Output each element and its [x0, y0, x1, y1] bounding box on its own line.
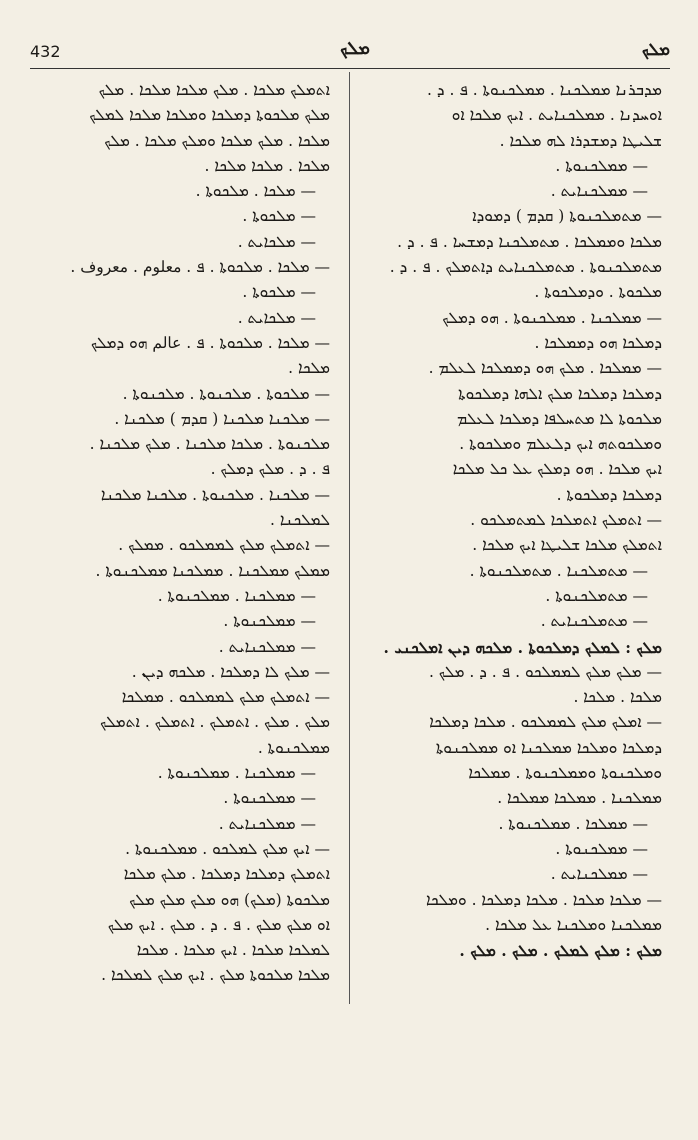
entry-line: — ܐܝܟ ܡܠܟ ܠܡܠܟܘ . ܡܡܠܟܢܘܬܐ .: [125, 839, 330, 858]
entry-line: ܡܠܟ : ܡܠܟ ܠܡܠܟ . ܡܠܟ . ܡܠܟ .: [459, 941, 662, 961]
entry-line: — ܡܠܟܢܐ ܡܠܟܢܐ ( ܩܕܡ ) ܡܠܟܢܐ .: [114, 409, 330, 428]
entry-line: ܕܡܠܟܐ ܕܡܠܟܐ ܡܠܟ ܐܠܗܐ ܕܡܠܟܘܬܐ: [458, 384, 662, 403]
entry-line: ܠܡܠܟܐ ܡܠܟܐ . ܐܝܟ ܡܠܟܐ . ܡܠܟܐ: [136, 941, 330, 960]
entry-line: — ܐܬܡܠܟ ܡܠܟ ܠܡܡܠܟܘ . ܡܡܠܟ .: [118, 536, 330, 555]
entry-line: ܐܬܡܠܟ ܡܠܟܐ ܫܠܝܛܐ ܐܝܟ ܡܠܟܐ .: [472, 536, 662, 555]
entry-line: ܐܝܟ ܡܠܟܐ . ܗܘ ܕܡܠܟ ܥܠ ܟܠ ܡܠܟܐ: [452, 460, 662, 479]
entry-line: — ܡܡܠܟܢܐܝܬ .: [218, 814, 316, 833]
entry-line: — ܡܠܟܐܝܬ .: [237, 308, 316, 327]
entry-line: — ܡܡܠܟܢܐܝܬ .: [550, 182, 648, 201]
entry-line: ܡܠܟܢܘܬܐ . ܡܠܟܐ ܡܠܟܢܐ . ܡܠܟ ܡܠܟܢܐ .: [89, 435, 330, 454]
entry-line: ܕܡܠܟܐ ܘܡܠܟܐ ܡܡܠܟܢܐ ܐܘ ܡܡܠܟܢܘܬܐ: [435, 738, 662, 757]
entry-line: ܡܠܟܐ .: [288, 359, 330, 378]
page-header: [30, 38, 670, 68]
entry-line: — ܡܬܡܠܟܢܐܝܬ .: [540, 612, 648, 631]
entry-line: ܡܡܠܟܢܐ . ܡܡܠܟܐ ܡܡܠܟܐ .: [497, 789, 662, 808]
entry-line: — ܡܠܟܐ . ܡܠܟܘܬܐ .: [195, 182, 316, 201]
entry-line: ܫܠܝܛܐ ܕܡܫܕܪܐ ܠܗ ܡܠܟܐ .: [499, 131, 662, 150]
header-rule: [30, 68, 670, 69]
entry-line: — ܡܡܠܟܢܐ . ܡܡܠܟܢܘܬܐ . ܗܘ ܕܡܠܟ: [442, 308, 662, 327]
entry-line: — ܡܠܟܘܬܐ .: [242, 283, 316, 302]
entry-line: — ܡܠܟܐ . ܡܠܟܘܬܐ . ܦ . عالم ܗܘ ܕܡܠܟ: [90, 333, 330, 352]
left-column: [30, 78, 330, 989]
running-head-center: ܡܠܟ: [340, 38, 370, 59]
entry-line: — ܡܡܠܟܢܘܬܐ .: [223, 612, 316, 631]
entry-line: ܠܡܠܟܢܐ .: [270, 511, 330, 530]
entry-line: — ܡܡܠܟܢܘܬܐ .: [555, 156, 648, 175]
entry-line: ܡܠܟܐ . ܡܠܟܐ .: [573, 688, 662, 707]
entry-line: ܐܬܡܠܟ ܕܡܠܟܐ ܕܡܠܟܐ . ܡܠܟ ܡܠܟܐ: [123, 865, 330, 884]
entry-line: — ܡܠܟܢܐ . ܡܠܟܢܘܬܐ . ܡܠܟܢܐ ܡܠܟܢܐ: [100, 485, 330, 504]
running-head-right: ܡܠܟ: [641, 40, 670, 60]
entry-line: ܡܡܠܟ ܡܡܠܟܢܐ . ܡܡܠܟܢܐ ܡܡܠܟܢܘܬܐ .: [95, 561, 330, 580]
entry-line: ܡܠܟܐ ܘܡܡܠܟܐ . ܡܬܡܠܟܢܐ ܕܡܫܚܐ . ܦ . ܕ .: [397, 232, 662, 251]
entry-line: — ܡܡܠܟܐ . ܡܡܠܟܢܘܬܐ .: [498, 814, 648, 833]
entry-line: — ܐܬܡܠܟ ܡܠܟ ܠܡܡܠܟܘ . ܡܡܠܟܐ: [121, 688, 330, 707]
entry-line: ܡܠܟܘܬܐ (ܡܠܟ) ܗܘ ܡܠܟ ܡܠܟ ܡܠܟ: [129, 890, 330, 909]
entry-line: — ܡܡܠܟܐ . ܡܠܟ ܗܘ ܕܡܡܠܟܐ ܠܥܠܡ .: [428, 359, 662, 378]
entry-line: — ܡܡܠܟܢܐ . ܡܡܠܟܢܘܬܐ .: [157, 764, 316, 783]
entry-line: ܡܡܠܟܢܘܬܐ .: [257, 738, 330, 757]
entry-line: — ܡܠܟ ܠܐ ܕܡܠܟܐ . ܡܠܟܗ ܕܝܢ .: [131, 662, 330, 681]
entry-line: — ܡܠܟܘܬܐ .: [242, 207, 316, 226]
entry-line: ܡܠܟܘܬܐ ܠܐ ܡܬܚܠܦܐ ܕܡܠܟܐ ܠܥܠܡ: [457, 409, 662, 428]
entry-line: — ܡܠܟܐܝܬ .: [237, 232, 316, 251]
entry-line: ܡܠܟ . ܡܠܟ . ܐܬܡܠܟ . ܐܬܡܠܟ . ܐܬܡܠܟ: [100, 713, 330, 732]
entry-line: ܡܕܒܪܢܐ ܡܡܠܟܢܐ . ܡܡܠܟܢܘܬܐ . ܦ . ܕ .: [427, 81, 662, 99]
entry-line: — ܡܠܟܐ ܡܠܟܐ . ܡܠܟܐ ܕܡܠܟܐ . ܘܡܠܟܐ: [426, 890, 662, 909]
entry-line: — ܡܡܠܟܢܐܝܬ .: [550, 865, 648, 884]
column-divider: [349, 72, 350, 1004]
entry-line: ܘܡܠܟܘܬܗ ܐܝܟ ܕܠܥܠܡ ܘܡܠܟܘܬܐ .: [459, 435, 662, 454]
entry-line: ܐܬܡܠܟ ܡܠܟܐ . ܡܠܟ ܡܠܟܐ ܡܠܟܐ . ܡܠܟ: [98, 81, 330, 99]
entry-line: — ܡܡܠܟܢܘܬܐ .: [223, 789, 316, 808]
entry-line: ܡܠܟܐ . ܡܠܟ ܡܠܟܐ ܘܡܠܟ ܡܠܟܐ . ܡܠܟ: [104, 131, 330, 150]
page-number: 432: [30, 42, 61, 61]
entry-line: ܡܡܠܟܢܐ ܘܡܠܟܢܐ ܥܠ ܡܠܟܐ .: [485, 915, 662, 934]
entry-line: ܡܠܟ ܡܠܟܘܬܐ ܕܡܠܟܐ ܘܡܠܟܐ ܡܠܟܐ ܠܡܠܟ: [89, 106, 330, 125]
entry-line: ܕܡܠܟܐ ܕܡܠܟܘܬܐ .: [556, 485, 662, 504]
entry-line: — ܐܡܠܟ ܡܠܟ ܠܡܡܠܟܘ . ܡܠܟܐ ܕܡܠܟܐ: [429, 713, 662, 732]
entry-line: — ܡܠܟ ܡܠܟ ܠܡܡܠܟܘ . ܦ . ܕ . ܡܠܟ .: [428, 662, 662, 681]
entry-line: — ܐܬܡܠܟ ܐܬܡܠܟܐ ܠܡܬܡܠܟܘ .: [470, 511, 662, 530]
entry-line: ܐܘ ܡܠܟ ܡܠܟ . ܦ . ܕ . ܡܠܟ . ܐܝܟ ܡܠܟ: [107, 915, 330, 934]
right-column: [362, 78, 662, 963]
entry-line: — ܡܬܡܠܟܢܘܬܐ ( ܩܕܡ ) ܕܡܘܕܐ: [472, 207, 662, 226]
entry-line: ܡܠܟܐ . ܡܠܟܐ ܡܠܟܐ .: [204, 156, 330, 175]
entry-line: ܘܡܠܟܢܘܬܐ ܘܡܡܠܟܢܘܬܐ . ܡܡܠܟܐ: [468, 764, 662, 783]
entry-line: — ܡܠܟܐ . ܡܠܟܘܬܐ . ܦ . معلوم . معروف .: [70, 258, 330, 277]
entry-line: ܐܘܚܕܢܐ . ܡܡܠܟܢܐܝܬ . ܐܝܟ ܡܠܟܐ ܐܘ: [451, 106, 662, 125]
entry-line: — ܡܠܟܘܬܐ . ܡܠܟܢܘܬܐ . ܡܠܟܢܘܬܐ .: [122, 384, 330, 403]
entry-line: ܡܠܟܘܬܐ . ܘܕܡܠܟܘܬܐ .: [534, 283, 662, 302]
entry-line: — ܡܬܡܠܟܢܐ . ܡܬܡܠܟܢܘܬܐ .: [469, 561, 648, 580]
entry-line: ܕܡܠܟܐ ܗܘ ܕܡܡܠܟܐ .: [534, 333, 662, 352]
entry-line: — ܡܡܠܟܢܘܬܐ .: [555, 839, 648, 858]
entry-line: — ܡܡܠܟܢܐܝܬ .: [218, 637, 316, 656]
entry-line: ܡܠܟܐ ܡܠܟܘܬܐ ܡܠܟ . ܐܝܟ ܡܠܟ ܠܡܠܟܐ .: [101, 966, 330, 985]
entry-line: ܡܬܡܠܟܢܘܬܐ . ܡܬܡܠܟܢܐܝܬ ܕܐܬܡܠܟ . ܦ . ܕ .: [389, 258, 662, 277]
entry-line: — ܡܡܠܟܢܐ . ܡܡܠܟܢܘܬܐ .: [157, 586, 316, 605]
entry-line: ܦ . ܕ . ܡܠܟ ܕܡܠܟ .: [210, 460, 330, 479]
entry-line: ܡܠܟ : ܠܡܠܟ ܕܡܠܟܘܬܐ . ܡܠܟܗ ܕܝܢ ܐܡܠܟܢܝ .: [383, 637, 662, 657]
entry-line: — ܡܬܡܠܟܢܘܬܐ .: [545, 586, 648, 605]
